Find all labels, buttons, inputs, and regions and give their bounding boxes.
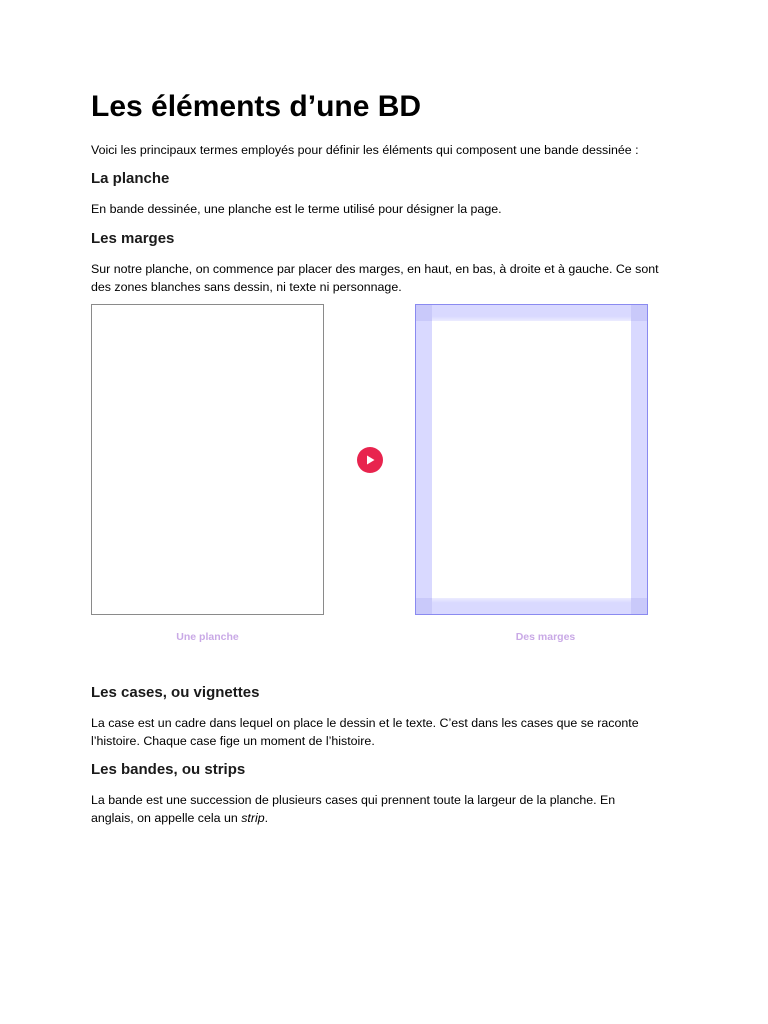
paragraph-bandes-text: La bande est une succession de plusieurs cases qui prennent toute la largeur de la planche. En anglais, on appelle cela un [91, 793, 616, 825]
paragraph-bandes [91, 791, 651, 827]
heading-planche: La planche [91, 170, 170, 187]
caption-des-marges: Des marges [515, 631, 576, 643]
paragraph-bandes-end: . [264, 811, 269, 825]
margin-corner [631, 305, 647, 321]
top-margin-band [416, 305, 647, 321]
paragraph-planche: En bande dessinée, une planche est le terme utilisé pour désigner la page. [91, 202, 502, 216]
caption-une-planche: Une planche [176, 631, 239, 643]
heading-cases: Les cases, ou vignettes [91, 684, 260, 701]
play-triangle-icon [364, 454, 376, 466]
bottom-margin-band [416, 598, 647, 614]
play-arrow-icon [357, 447, 383, 473]
right-margin-band [631, 305, 647, 614]
intro-paragraph: Voici les principaux termes employés pour définir les éléments qui composent une bande dessinée : [91, 143, 639, 157]
paragraph-cases: La case est un cadre dans lequel on place le dessin et le texte. C’est dans les cases que se raconte l’histoire. Chaque case fige un moment de l’histoire. [91, 716, 639, 748]
strip-italic-term: strip [241, 811, 265, 825]
page-title: Les éléments d’une BD [91, 90, 422, 123]
blank-board-illustration [91, 304, 324, 615]
margin-corner [631, 598, 647, 614]
left-margin-band [416, 305, 432, 614]
margin-corner [416, 598, 432, 614]
heading-marges: Les marges [91, 230, 175, 247]
margin-corner [416, 305, 432, 321]
heading-bandes: Les bandes, ou strips [91, 761, 246, 778]
margins-board-illustration [415, 304, 648, 615]
paragraph-marges: Sur notre planche, on commence par placer des marges, en haut, en bas, à droite et à gauche. Ce sont des zones blanches sans dessin, ni texte ni personnage. [91, 262, 659, 294]
